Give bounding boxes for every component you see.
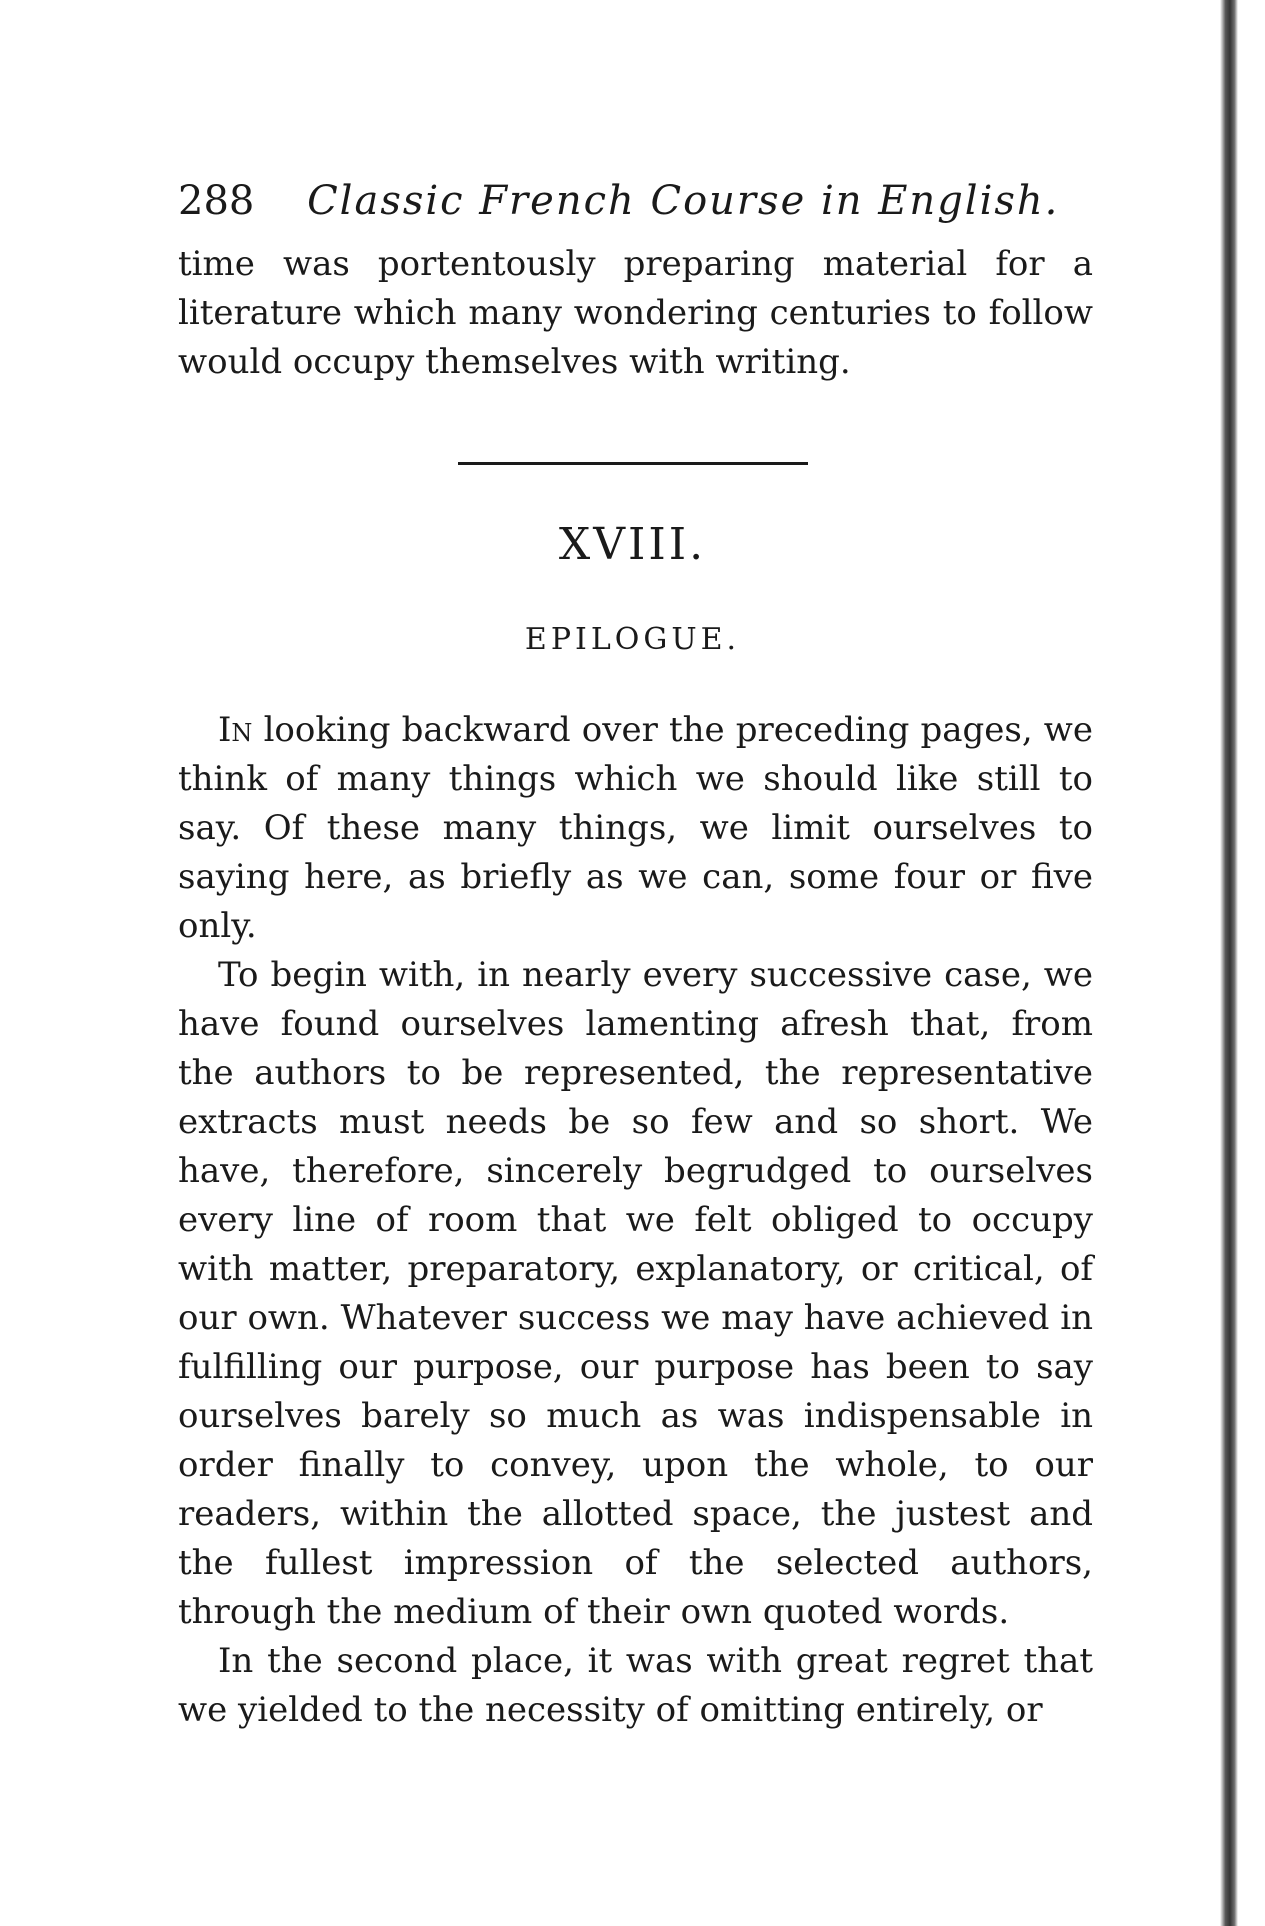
chapter-body	[178, 706, 1093, 1735]
page-header	[178, 176, 1078, 226]
paragraph-1-text: looking backward over the preceding pages, we think of many things which we should like still to say. Of these many things, we limit ourselves to saying here, as briefly as we can, some four or five only.	[178, 710, 1094, 946]
scan-binding-edge	[1220, 0, 1238, 1926]
page-number: 288	[178, 178, 255, 224]
paragraph-2: To begin with, in nearly every successive case, we have found ourselves lamenting afresh that, from the authors to be represented, the representative extracts must needs be so few and so short. We have, therefore, sincerely begrudged to ourselves every line of room that we felt obliged to occupy with matter, preparatory, explanatory, or critical, of our own. Whatever success we may have achieved in fulfilling our purpose, our purpose has been to say ourselves barely so much as was indispensable in order finally to convey, upon the whole, to our readers, within the allotted space, the justest and the fullest impression of the selected authors, through the medium of their own quoted words.	[178, 955, 1093, 1632]
paragraph-3: In the second place, it was with great regret that we yielded to the necessity of omitting entirely, or	[178, 1641, 1093, 1730]
section-divider	[458, 462, 808, 465]
paragraph-1	[178, 706, 1093, 951]
intro-paragraph	[178, 240, 1093, 387]
paragraph-lead-word: In	[218, 710, 253, 750]
chapter-title: EPILOGUE.	[524, 622, 741, 657]
running-title: Classic French Course in English.	[307, 178, 1060, 224]
chapter-number: XVIII.	[558, 519, 707, 570]
intro-text: time was portentously preparing material for a literature which many wondering centuries to follow would occupy themselves with writing.	[178, 244, 1093, 382]
